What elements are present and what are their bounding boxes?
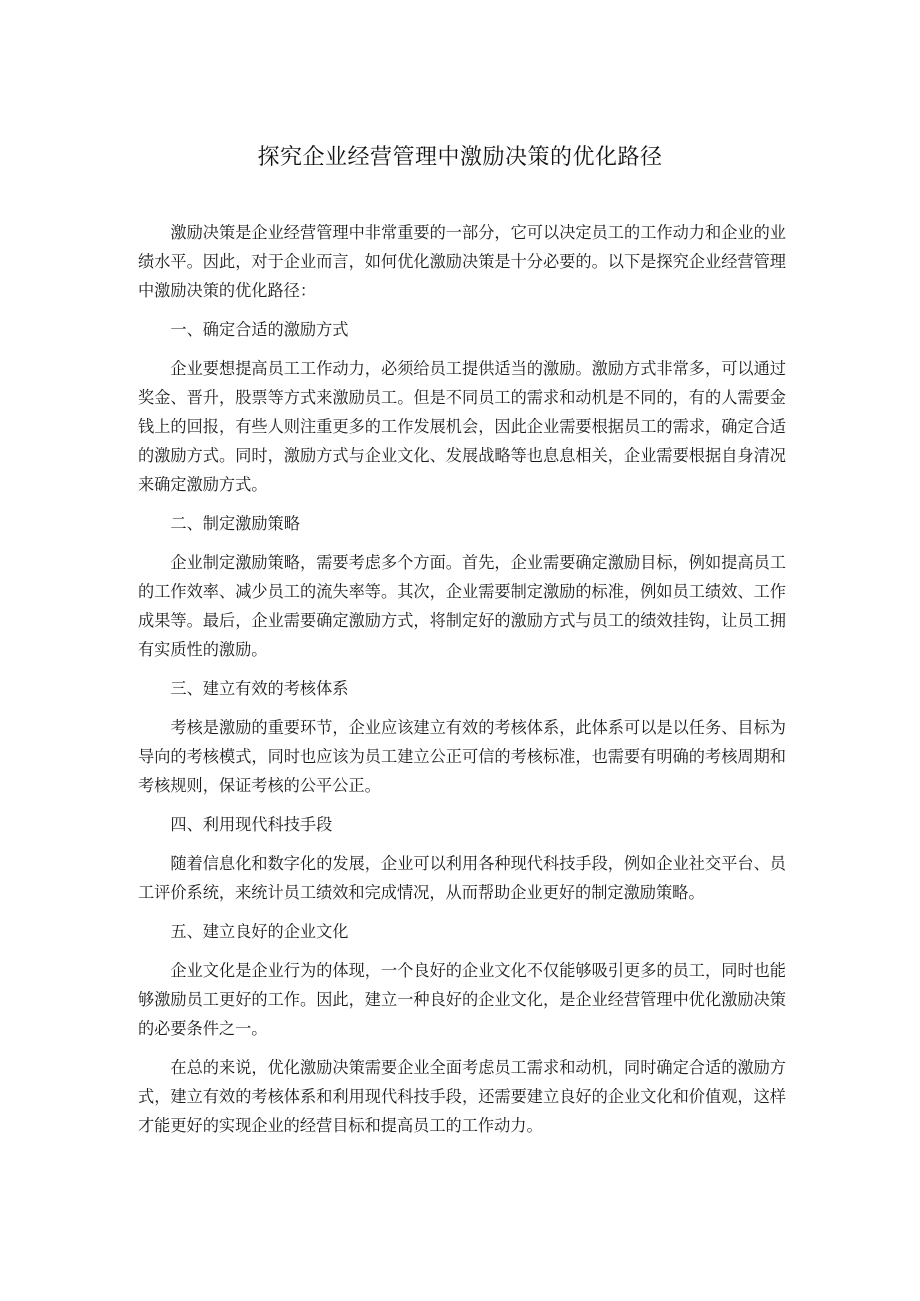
intro-paragraph: 激励决策是企业经营管理中非常重要的一部分，它可以决定员工的工作动力和企业的业绩水平。因此，对于企业而言，如何优化激励决策是十分必要的。以下是探究企业经营管理中激励决策的优化路径： (138, 223, 786, 300)
section-5-paragraph: 企业文化是企业行为的体现，一个良好的企业文化不仅能够吸引更多的员工，同时也能够激励员工更好的工作。因此，建立一种良好的企业文化，是企业经营管理中优化激励决策的必要条件之一。 (138, 961, 786, 1038)
page-title: 探究企业经营管理中激励决策的优化路径 (257, 145, 663, 170)
section-4-paragraph: 随着信息化和数字化的发展，企业可以利用各种现代科技手段，例如企业社交平台、员工评价系统，来统计员工绩效和完成情况，从而帮助企业更好的制定激励策略。 (138, 854, 786, 902)
section-1-paragraph: 企业要想提高员工工作动力，必须给员工提供适当的激励。激励方式非常多，可以通过奖金、晋升，股票等方式来激励员工。但是不同员工的需求和动机是不同的，有的人需要金钱上的回报，有些人则注重更多的工作发展机会，因此企业需要根据员工的需求，确定合适的激励方式。同时，激励方式与企业文化、发展战略等也息息相关，企业需要根据自身清况来确定激励方式。 (138, 359, 786, 494)
conclusion-paragraph: 在总的来说，优化激励决策需要企业全面考虑员工需求和动机，同时确定合适的激励方式，建立有效的考核体系和利用现代科技手段，还需要建立良好的企业文化和价值观，这样才能更好的实现企业的经营目标和提高员工的工作动力。 (138, 1058, 786, 1135)
section-2-paragraph: 企业制定激励策略，需要考虑多个方面。首先，企业需要确定激励目标，例如提高员工的工作效率、减少员工的流失率等。其次，企业需要制定激励的标准，例如员工绩效、工作成果等。最后，企业需要确定激励方式，将制定好的激励方式与员工的绩效挂钩，让员工拥有实质性的激励。 (138, 553, 786, 659)
section-heading-5: 五、建立良好的企业文化 (170, 922, 349, 941)
section-3-paragraph: 考核是激励的重要环节，企业应该建立有效的考核体系，此体系可以是以任务、目标为导向的考核模式，同时也应该为员工建立公正可信的考核标准，也需要有明确的考核周期和考核规则，保证考核的公平公正。 (138, 718, 786, 795)
section-heading-1: 一、确定合适的激励方式 (170, 320, 349, 339)
document-body (138, 218, 786, 1150)
section-heading-3: 三、建立有效的考核体系 (170, 679, 349, 698)
section-heading-4: 四、利用现代科技手段 (170, 815, 333, 834)
section-heading-2: 二、制定激励策略 (170, 514, 300, 533)
